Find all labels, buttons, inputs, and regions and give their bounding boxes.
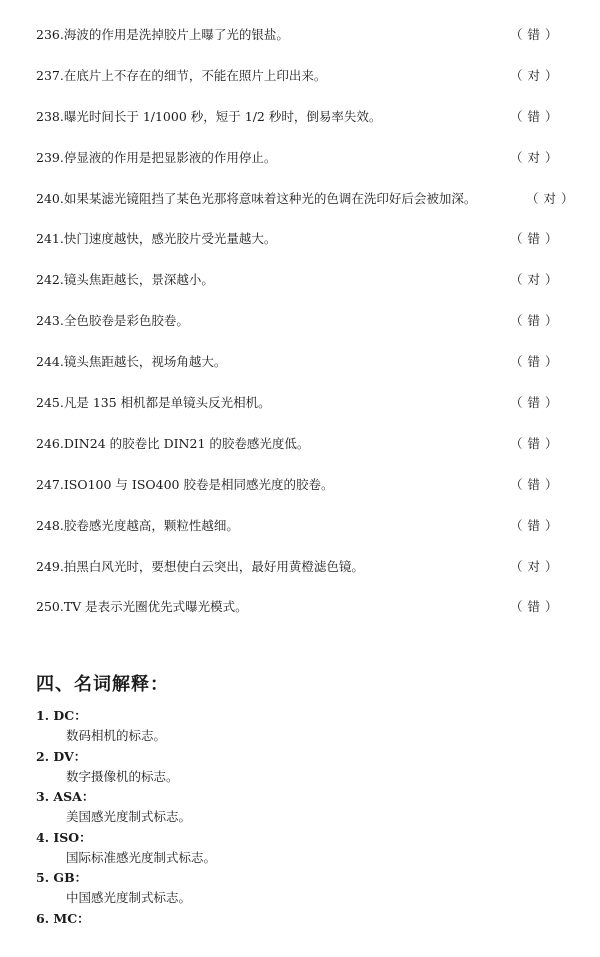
tf-number: 248. [36, 517, 64, 533]
term-definitions [36, 706, 576, 929]
tf-item-244 [36, 353, 576, 394]
tf-item-241 [36, 230, 576, 271]
term-head: 1. DC： [36, 708, 87, 723]
term-head: 6. MC： [36, 910, 90, 926]
tf-statement: 在底片上不存在的细节，不能在照片上印出来。 [63, 67, 327, 83]
tf-answer: （ 错 ） [510, 517, 558, 533]
tf-number: 242. [36, 272, 64, 288]
tf-answer: （ 错 ） [510, 354, 558, 370]
tf-statement: 镜头焦距越长，景深越小。 [63, 272, 214, 288]
tf-statement: DIN24 的胶卷比 DIN21 的胶卷感光度低。 [63, 435, 310, 451]
tf-item-246 [36, 435, 576, 476]
tf-item-248 [36, 517, 576, 558]
tf-answer: （ 对 ） [510, 67, 558, 83]
tf-answer: （ 错 ） [510, 27, 558, 42]
term-dc [36, 706, 576, 747]
tf-statement: 如果某滤光镜阻挡了某色光那将意味着这种光的色调在洗印好后会被加深。 [63, 190, 477, 206]
term-head: 4. ISO： [36, 829, 92, 845]
tf-number: 236. [36, 27, 64, 42]
term-head: 5. GB： [36, 870, 88, 885]
tf-answer: （ 对 ） [510, 558, 558, 574]
tf-item-249 [36, 558, 576, 599]
tf-statement: 凡是 135 相机都是单镜头反光相机。 [63, 395, 271, 411]
tf-answer: （ 对 ） [510, 149, 558, 165]
tf-item-240 [36, 190, 576, 231]
tf-number: 246. [36, 435, 64, 451]
tf-answer: （ 错 ） [510, 599, 558, 615]
tf-answer: （ 错 ） [510, 395, 558, 411]
tf-item-236 [36, 26, 576, 67]
term-definition: 美国感光度制式标志。 [66, 809, 192, 824]
term-definition: 国际标准感光度制式标志。 [66, 849, 217, 865]
tf-item-247 [36, 476, 576, 517]
tf-answer: （ 错 ） [510, 435, 558, 451]
tf-number: 245. [36, 395, 64, 411]
tf-number: 237. [36, 67, 64, 83]
tf-item-243 [36, 312, 576, 353]
tf-number: 238. [36, 108, 64, 124]
tf-statement: 镜头焦距越长，视场角越大。 [63, 354, 227, 370]
tf-number: 243. [36, 313, 64, 329]
term-definition: 数码相机的标志。 [66, 728, 167, 743]
tf-number: 239. [36, 149, 64, 165]
tf-item-250 [36, 598, 576, 639]
term-iso [36, 828, 576, 869]
tf-answer: （ 错 ） [510, 108, 558, 124]
tf-answer: （ 对 ） [526, 190, 574, 206]
true-false-list [36, 26, 576, 639]
tf-number: 241. [36, 231, 64, 247]
tf-item-245 [36, 394, 576, 435]
tf-statement: 停显液的作用是把显影液的作用停止。 [63, 149, 277, 165]
tf-item-238 [36, 108, 576, 149]
tf-statement: 快门速度越快，感光胶片受光量越大。 [63, 231, 277, 247]
term-definition: 数字摄像机的标志。 [66, 768, 179, 784]
tf-number: 249. [36, 558, 64, 574]
tf-item-237 [36, 67, 576, 108]
term-asa [36, 787, 576, 828]
tf-number: 247. [36, 476, 64, 492]
tf-number: 250. [36, 599, 64, 615]
term-head: 3. ASA： [36, 789, 95, 804]
tf-answer: （ 对 ） [510, 272, 558, 288]
tf-answer: （ 错 ） [510, 476, 558, 492]
tf-statement: 胶卷感光度越高，颗粒性越细。 [63, 517, 239, 533]
tf-statement: 拍黑白风光时，要想使白云突出，最好用黄橙滤色镜。 [63, 558, 364, 574]
tf-statement: 曝光时间长于 1/1000 秒，短于 1/2 秒时，倒易率失效。 [63, 108, 382, 124]
tf-statement: TV 是表示光圈优先式曝光模式。 [63, 599, 248, 615]
tf-number: 244. [36, 354, 64, 370]
term-head: 2. DV： [36, 748, 87, 764]
tf-statement: ISO100 与 ISO400 胶卷是相同感光度的胶卷。 [63, 476, 334, 492]
section-heading: 四、名词解释： [36, 674, 169, 695]
term-dv [36, 747, 576, 788]
tf-answer: （ 错 ） [510, 231, 558, 247]
tf-statement: 海波的作用是洗掉胶片上曝了光的银盐。 [63, 27, 289, 42]
term-gb [36, 868, 576, 909]
tf-answer: （ 错 ） [510, 313, 558, 329]
tf-statement: 全色胶卷是彩色胶卷。 [63, 313, 189, 329]
tf-number: 240. [36, 190, 64, 206]
tf-item-239 [36, 149, 576, 190]
term-mc [36, 909, 576, 929]
tf-item-242 [36, 271, 576, 312]
term-definition: 中国感光度制式标志。 [66, 890, 192, 905]
